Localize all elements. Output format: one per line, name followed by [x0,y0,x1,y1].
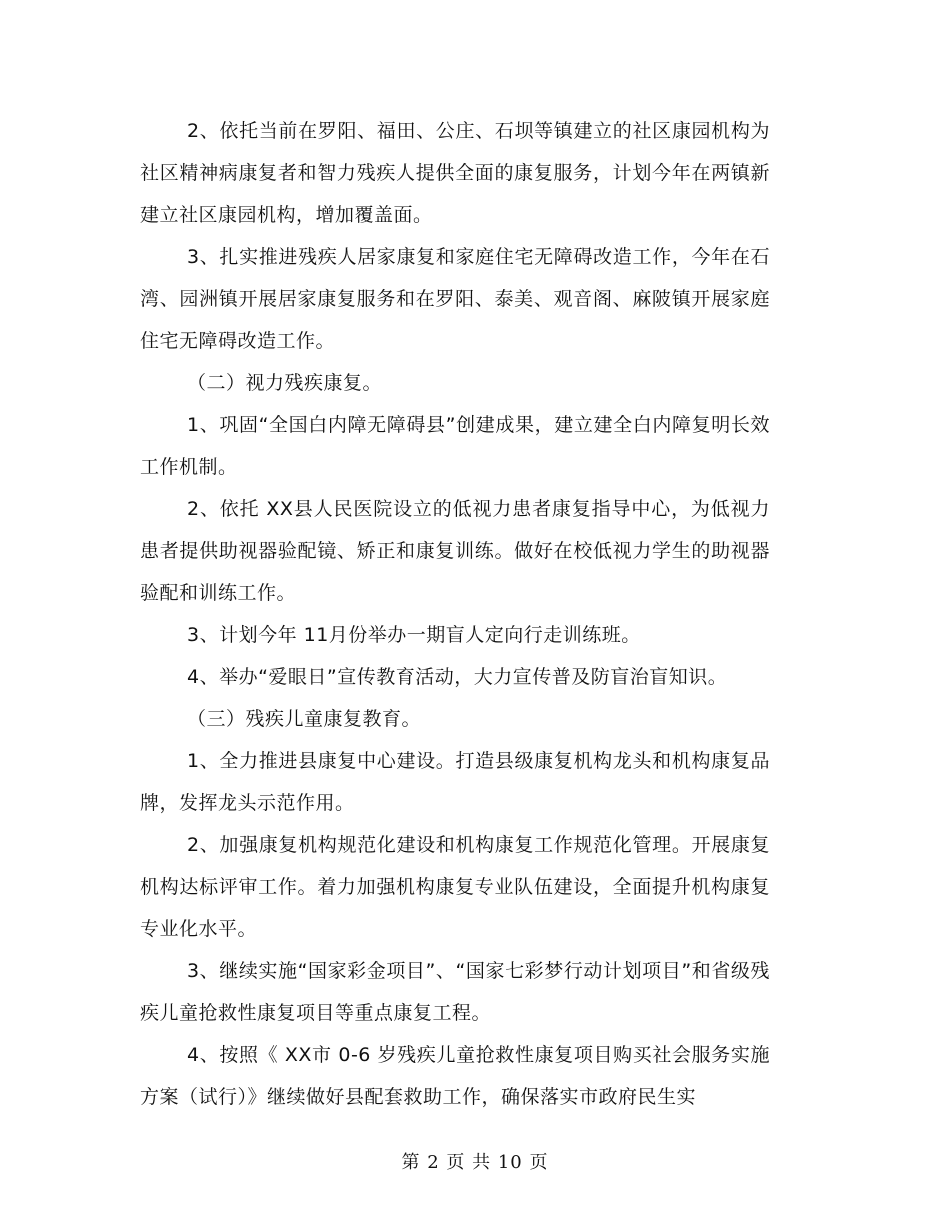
paragraph: 1、全力推进县康复中心建设。打造县级康复机构龙头和机构康复品牌，发挥龙头示范作用。 [140,750,770,814]
paragraph: 2、加强康复机构规范化建设和机构康复工作规范化管理。开展康复机构达标评审工作。着力加强机构康复专业队伍建设，全面提升机构康复专业化水平。 [140,834,770,940]
paragraph: 2、依托 XX县人民医院设立的低视力患者康复指导中心，为低视力患者提供助视器验配镜、矫正和康复训练。做好在校低视力学生的助视器验配和训练工作。 [140,498,770,604]
paragraph: 3、计划今年 11月份举办一期盲人定向行走训练班。 [187,624,641,646]
section-heading: （二）视力残疾康复。 [187,372,383,394]
page-number-footer: 第 2 页 共 10 页 [401,1152,549,1173]
paragraph: 3、继续实施“国家彩金项目”、“国家七彩梦行动计划项目”和省级残疾儿童抢救性康复项目等重点康复工程。 [140,960,770,1024]
section-heading: （三）残疾儿童康复教育。 [187,708,422,730]
paragraph: 4、举办“爱眼日”宣传教育活动，大力宣传普及防盲治盲知识。 [187,666,728,688]
paragraph: 1、巩固“全国白内障无障碍县”创建成果，建立建全白内障复明长效工作机制。 [140,414,770,478]
paragraph: 4、按照《 XX市 0-6 岁残疾儿童抢救性康复项目购买社会服务实施方案（试行）》继续做好县配套救助工作，确保落实市政府民生实 [140,1044,770,1108]
paragraph: 2、依托当前在罗阳、福田、公庄、石坝等镇建立的社区康园机构为社区精神病康复者和智力残疾人提供全面的康复服务，计划今年在两镇新建立社区康园机构，增加覆盖面。 [140,120,770,226]
document-body [140,110,770,1118]
paragraph: 3、扎实推进残疾人居家康复和家庭住宅无障碍改造工作，今年在石湾、园洲镇开展居家康复服务和在罗阳、泰美、观音阁、麻陂镇开展家庭住宅无障碍改造工作。 [140,246,770,352]
